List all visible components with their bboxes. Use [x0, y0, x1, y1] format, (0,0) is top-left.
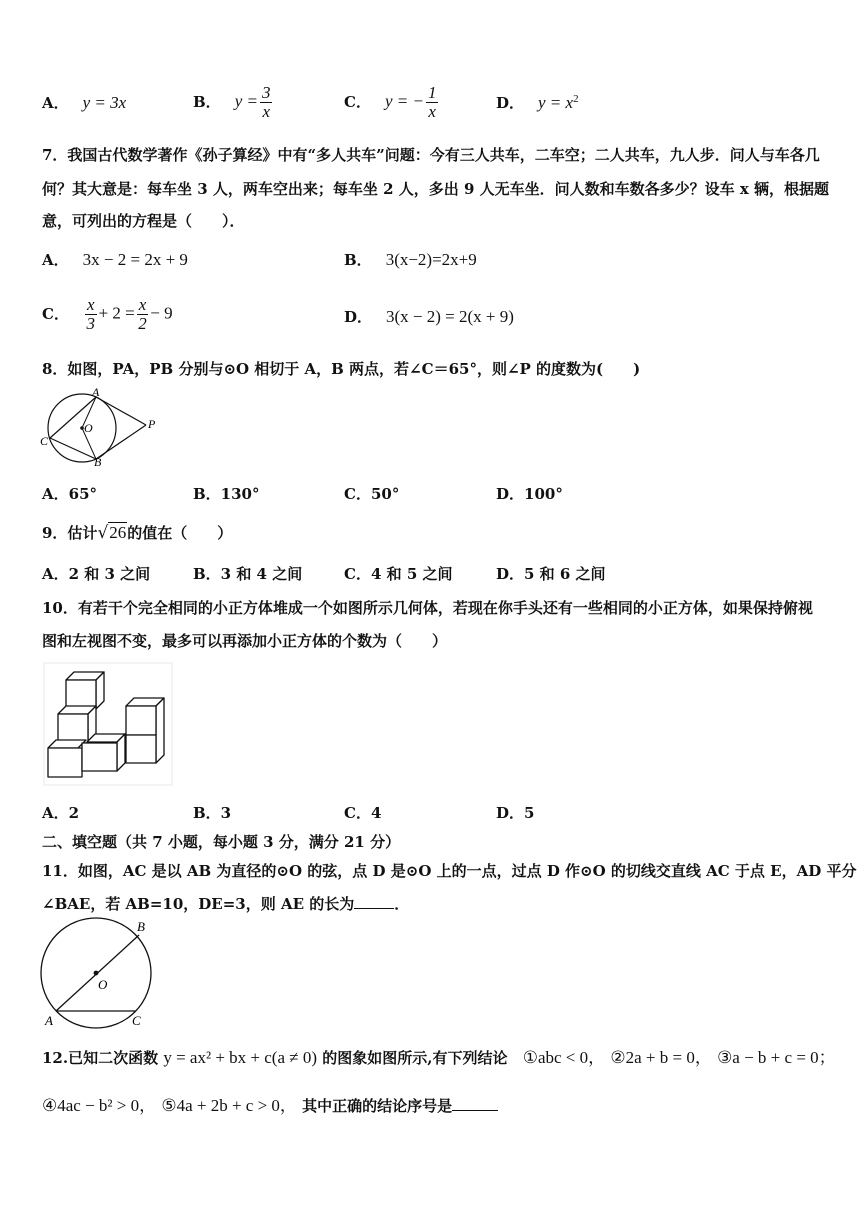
answer-blank[interactable] [354, 894, 394, 909]
tangent-pb [96, 425, 146, 459]
section-heading: 二、填空题（共 7 小题，每小题 3 分，满分 21 分） [42, 833, 401, 851]
numerator: 3 [261, 83, 271, 102]
q10-option-c: C．4 [344, 804, 382, 822]
label-c: C [40, 434, 49, 448]
q12-line-1 [42, 1043, 836, 1068]
option-expr: − 9 [150, 303, 173, 323]
q9-option-a: A．2 和 3 之间 [42, 565, 151, 583]
denominator: x [428, 102, 436, 121]
option-label: B． [344, 251, 372, 269]
label-o: O [84, 421, 93, 435]
chord-cb [50, 438, 96, 459]
option-expr: + 2 = [98, 303, 135, 323]
q9-option-d: D．5 和 6 之间 [496, 565, 606, 583]
label-c: C [132, 1013, 141, 1028]
q9-option-b: B．3 和 4 之间 [193, 565, 303, 583]
option-expr: 3(x−2)=2x+9 [385, 250, 477, 269]
label-p: P [148, 417, 156, 431]
q8-figure [38, 385, 163, 469]
option-expr: y = 3x [82, 93, 127, 112]
q12-prefix: 12.已知二次函数 [42, 1049, 159, 1067]
numerator: x [86, 295, 95, 314]
q12-middle: 的图象如图所示,有下列结论 [322, 1049, 508, 1067]
option-expr: y = [234, 91, 258, 111]
fraction [85, 296, 97, 333]
option-label: D． [496, 94, 525, 112]
option-expr: 3(x − 2) = 2(x + 9) [386, 307, 514, 326]
label-b: B [94, 455, 102, 469]
q11-line-1: 11．如图，AC 是以 AB 为直径的⊙O 的弦，点 D 是⊙O 上的一点，过点 D 作⊙O 的切线交直线 AC 于点 E，AD 平分 [42, 862, 857, 880]
denominator: 3 [86, 314, 95, 333]
q6-option-b [193, 84, 274, 121]
q8-option-a: A．65° [42, 485, 98, 503]
q12-function: y = ax² + bx + c(a ≠ 0) [163, 1048, 317, 1067]
numerator: x [138, 295, 147, 314]
q9-suffix: 的值在（ ） [127, 524, 233, 542]
label-o: O [98, 977, 108, 992]
exponent: 2 [573, 93, 579, 105]
label-b: B [137, 919, 145, 934]
conclusion-1: ①abc < 0， [522, 1048, 606, 1067]
sqrt-expression [97, 523, 127, 543]
q10-cube-figure [44, 663, 172, 785]
option-expr: y = x [538, 93, 574, 112]
q12-line-2 [42, 1091, 498, 1116]
q10-line-1: 10．有若干个完全相同的小正方体堆成一个如图所示几何体，若现在你手头还有一些相同的小正方体，如果保持俯视 [42, 599, 813, 617]
fraction [426, 84, 439, 121]
option-label: C． [344, 92, 371, 111]
q8-option-d: D．100° [496, 485, 563, 503]
option-label: C． [42, 304, 69, 323]
label-a: A [45, 1013, 53, 1028]
q7-option-b [344, 249, 477, 270]
q10-line-2: 图和左视图不变，最多可以再添加小正方体的个数为（ ） [42, 632, 448, 650]
fraction [137, 296, 149, 333]
q6-option-d [496, 92, 579, 113]
q10-option-d: D．5 [496, 804, 535, 822]
q10-option-a: A．2 [42, 804, 80, 822]
sqrt-sign-icon: √ [97, 523, 109, 543]
q7-line-2: 何？其大意是：每车坐 3 人，两车空出来；每车坐 2 人，多出 9 人无车坐．问人数和车数各多少？设车 x 辆，根据题 [42, 180, 830, 198]
center-dot [94, 971, 99, 976]
conclusion-3: ③a − b + c = 0； [717, 1048, 836, 1067]
q11-figure [36, 918, 160, 1030]
option-label: A． [42, 251, 69, 269]
q6-option-c [344, 84, 440, 121]
option-label: A． [42, 94, 69, 112]
q7-option-a [42, 249, 188, 270]
option-expr: 3x − 2 = 2x + 9 [82, 250, 188, 269]
q8-option-b: B．130° [193, 485, 260, 503]
q7-line-1: 7．我国古代数学著作《孙子算经》中有“多人共车”问题：今有三人共车，二车空；二人共车，九人步．问人与车各几 [42, 146, 820, 164]
option-expr: y = − [384, 91, 424, 111]
q6-option-a [42, 92, 126, 113]
q10-option-b: B．3 [193, 804, 232, 822]
answer-blank[interactable] [452, 1096, 498, 1111]
tangent-pa [96, 397, 146, 425]
label-a: A [92, 385, 100, 399]
option-label: B． [193, 92, 221, 111]
denominator: x [262, 102, 270, 121]
conclusion-4: ④4ac − b² > 0， [42, 1096, 157, 1115]
q9-prefix: 9．估计 [42, 524, 98, 542]
q7-option-d [344, 306, 514, 327]
radicand: 26 [109, 523, 127, 542]
q7-line-3: 意，可列出的方程是（ ）． [42, 212, 245, 230]
q9-text [42, 522, 232, 543]
q11-line-2 [42, 893, 409, 914]
fraction [260, 84, 273, 121]
q11-end: ． [394, 895, 410, 913]
option-label: D． [344, 308, 373, 326]
conclusion-5: ⑤4a + 2b + c > 0， [161, 1096, 297, 1115]
q8-text: 8．如图，PA，PB 分别与⊙O 相切于 A，B 两点，若∠C＝65°，则∠P 的度数为( ) [42, 360, 641, 378]
q11-text: ∠BAE，若 AB=10，DE=3，则 AE 的长为 [42, 895, 355, 913]
conclusion-2: ②2a + b = 0， [610, 1048, 712, 1067]
denominator: 2 [138, 314, 147, 333]
q7-option-c [42, 296, 173, 333]
q9-option-c: C．4 和 5 之间 [344, 565, 453, 583]
q8-option-c: C．50° [344, 485, 400, 503]
numerator: 1 [427, 83, 437, 102]
q12-tail: 其中正确的结论序号是 [302, 1097, 453, 1115]
